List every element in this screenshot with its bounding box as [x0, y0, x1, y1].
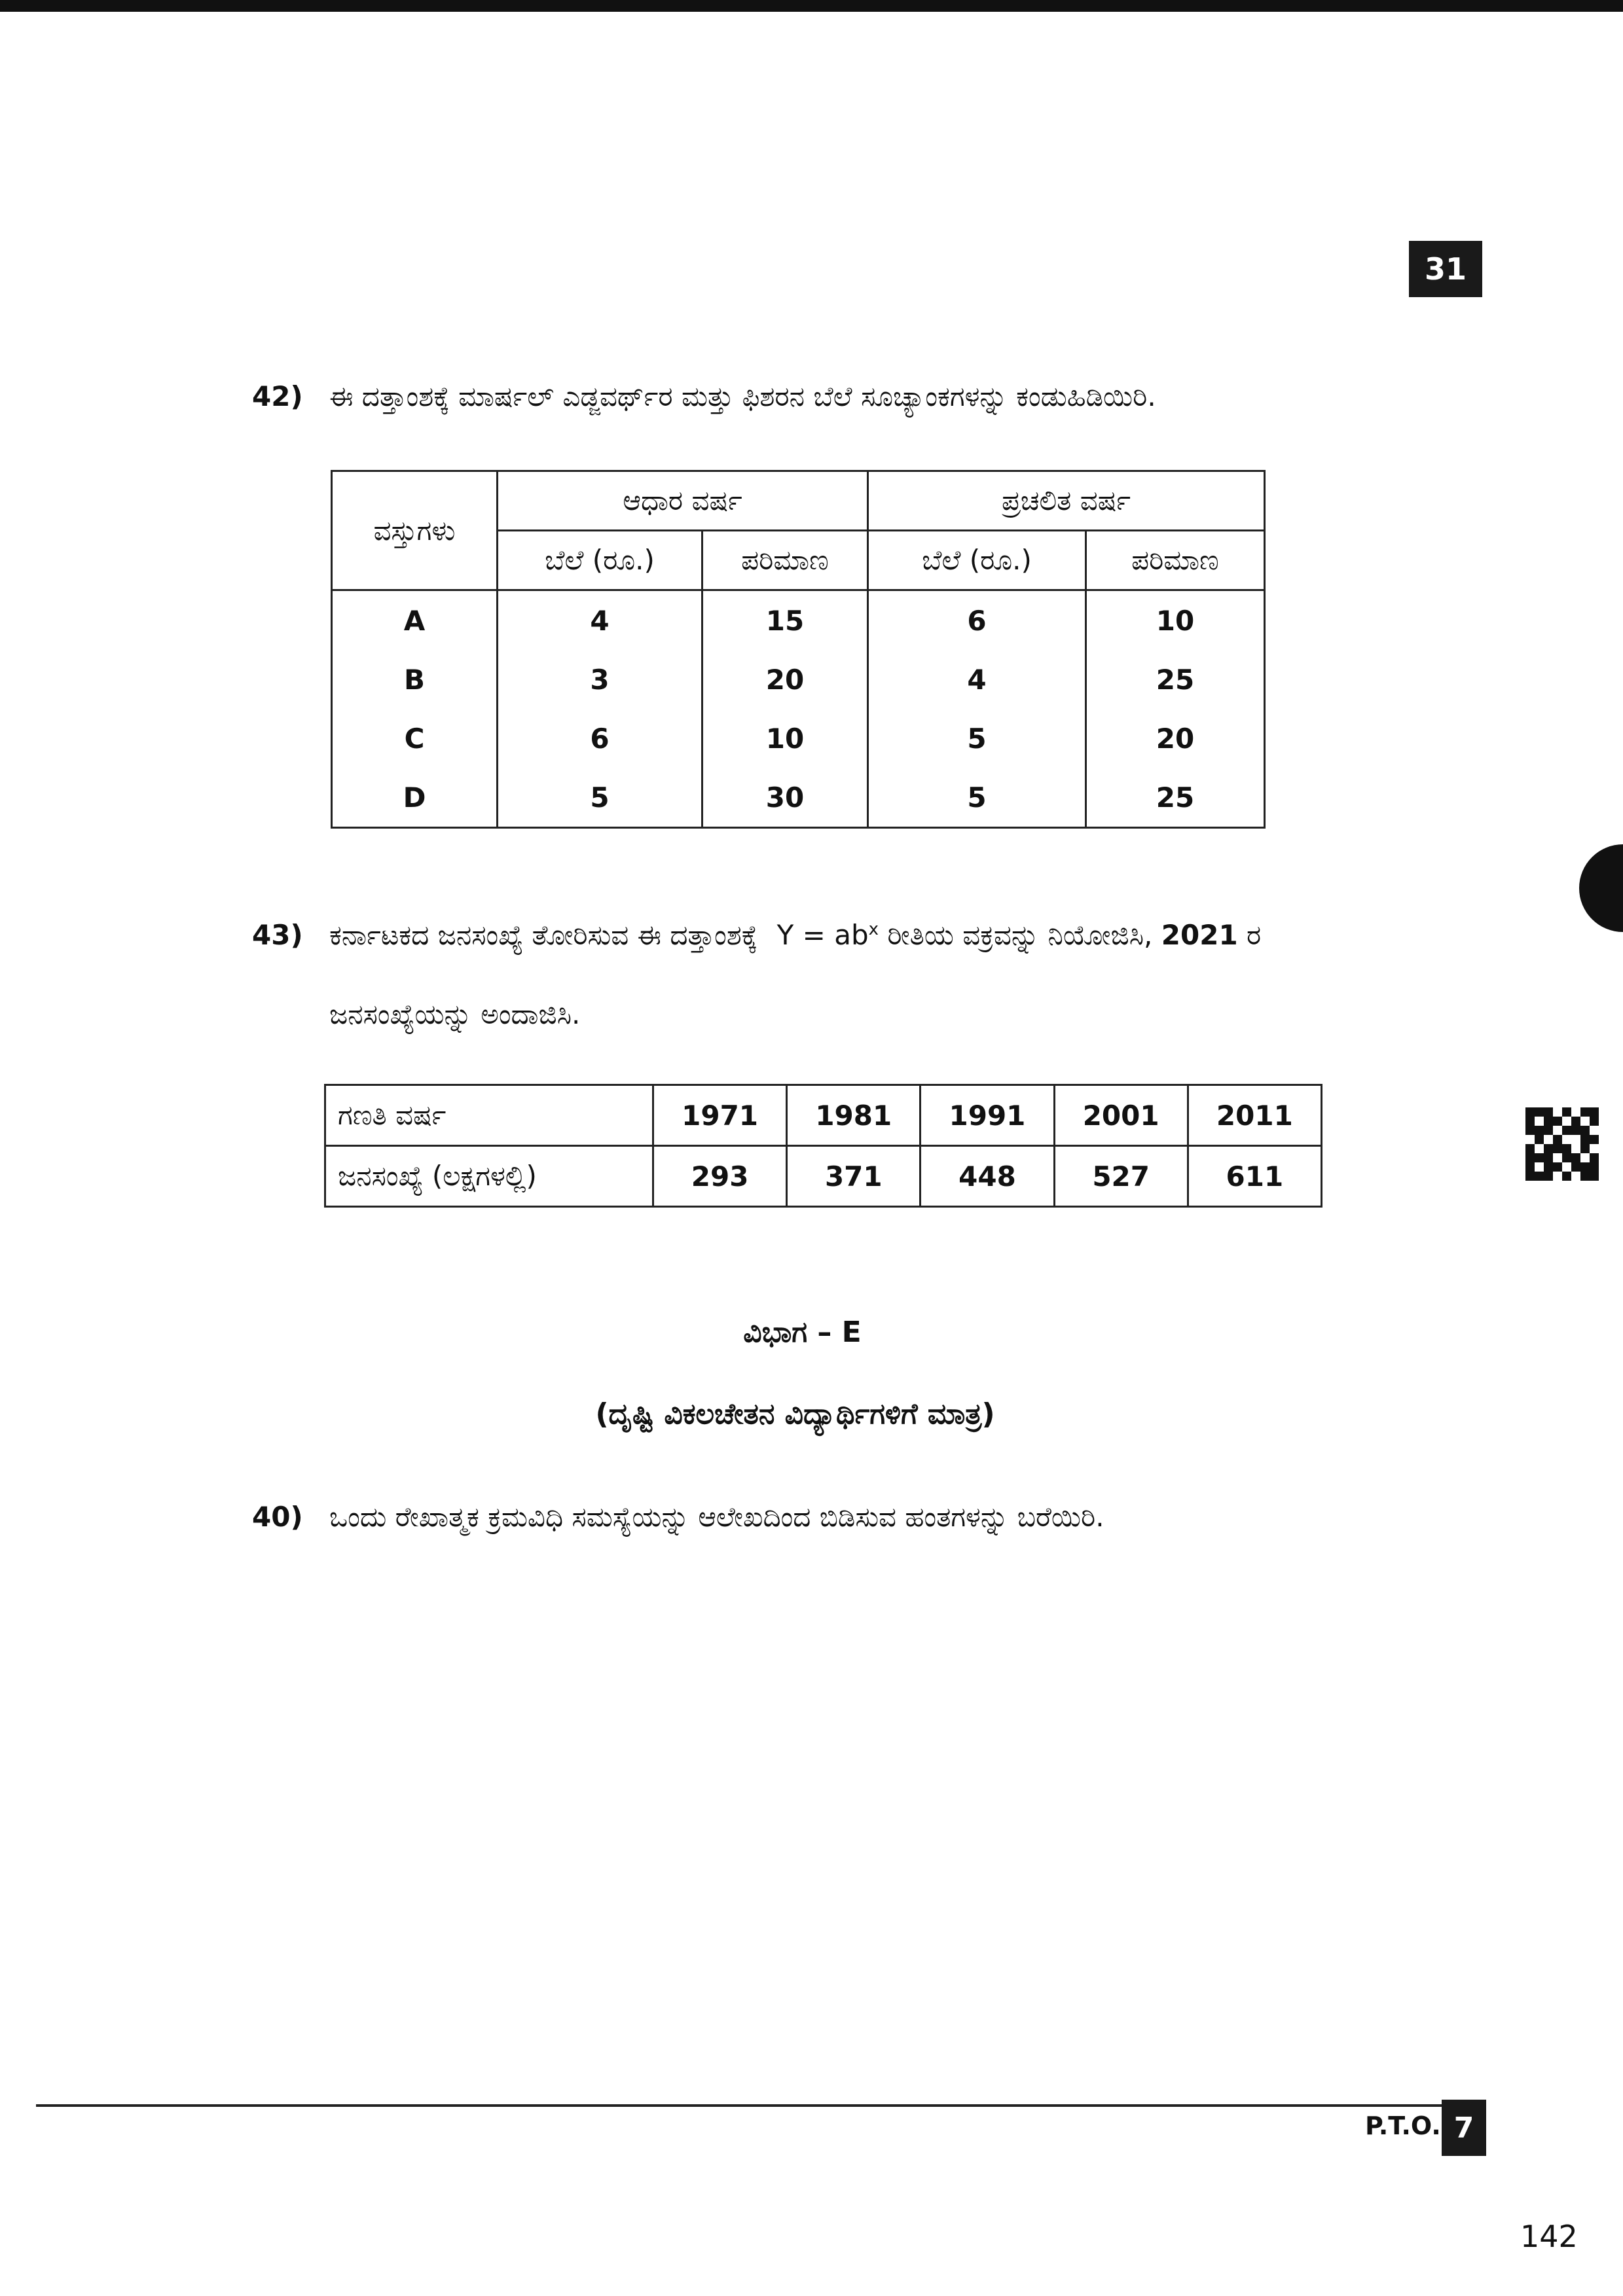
year-cell: 1971 — [653, 1085, 787, 1146]
pto-label: P.T.O. — [1365, 2111, 1441, 2140]
item-cell: A — [332, 590, 498, 651]
formula-exponent: x — [868, 920, 879, 939]
year-cell: 2011 — [1188, 1085, 1321, 1146]
base-quantity-cell: 10 — [702, 709, 868, 768]
item-cell: C — [332, 709, 498, 768]
question-42 — [252, 378, 1156, 415]
table-row — [332, 590, 1265, 651]
question-text-part: ಕರ್ನಾಟಕದ ಜನಸಂಖ್ಯೆ ತೋರಿಸುವ ಈ ದತ್ತಾಂಶಕ್ಕೆ — [329, 919, 758, 951]
page-number: 142 — [1520, 2219, 1578, 2254]
base-price-cell: 4 — [498, 590, 702, 651]
target-year: 2021 — [1161, 919, 1238, 951]
current-quantity-cell: 20 — [1086, 709, 1265, 768]
base-quantity-cell: 30 — [702, 768, 868, 828]
row-label-population: ಜನಸಂಖ್ಯೆ (ಲಕ್ಷಗಳಲ್ಲಿ) — [325, 1146, 653, 1207]
population-cell: 448 — [921, 1146, 1054, 1207]
question-43 — [252, 911, 1261, 954]
page-box: 7 — [1442, 2100, 1486, 2156]
question-43-line2: ಜನಸಂಖ್ಯೆಯನ್ನು ಅಂದಾಜಿಸಿ. — [329, 998, 581, 1030]
year-cell: 1991 — [921, 1085, 1054, 1146]
base-quantity-cell: 20 — [702, 650, 868, 709]
row-label-census-year: ಗಣತಿ ವರ್ಷ — [325, 1085, 653, 1146]
item-cell: B — [332, 650, 498, 709]
population-cell: 293 — [653, 1146, 787, 1207]
question-number: 40) — [252, 1501, 303, 1533]
price-quantity-table — [331, 470, 1266, 829]
formula-base: Y = ab — [776, 919, 869, 951]
question-text-part: ರ — [1247, 919, 1262, 951]
base-price-cell: 3 — [498, 650, 702, 709]
question-number: 43) — [252, 919, 303, 951]
footer-rule — [36, 2104, 1444, 2107]
current-quantity-cell: 10 — [1086, 590, 1265, 651]
question-number: 42) — [252, 380, 303, 412]
population-cell: 611 — [1188, 1146, 1321, 1207]
top-border — [0, 0, 1623, 12]
base-price-cell: 6 — [498, 709, 702, 768]
page-edge-tab-marker — [1579, 844, 1623, 932]
header-current-year: ಪ್ರಚಲಿತ ವರ್ಷ — [868, 471, 1265, 531]
formula — [777, 919, 879, 951]
header-current-price: ಬೆಲೆ (ರೂ.) — [868, 531, 1086, 590]
current-price-cell: 6 — [868, 590, 1086, 651]
table-row — [325, 1085, 1322, 1146]
population-table — [324, 1084, 1322, 1208]
header-base-price: ಬೆಲೆ (ರೂ.) — [498, 531, 702, 590]
table-row — [325, 1146, 1322, 1207]
question-text-part: ರೀತಿಯ ವಕ್ರವನ್ನು ನಿಯೋಜಿಸಿ, — [887, 919, 1153, 951]
table-row — [332, 650, 1265, 709]
table-row — [332, 709, 1265, 768]
current-price-cell: 5 — [868, 709, 1086, 768]
header-base-year: ಆಧಾರ ವರ್ಷ — [498, 471, 868, 531]
header-current-quantity: ಪರಿಮಾಣ — [1086, 531, 1265, 590]
base-price-cell: 5 — [498, 768, 702, 828]
section-title: ವಿಭಾಗ – E — [743, 1316, 862, 1349]
year-cell: 2001 — [1054, 1085, 1188, 1146]
section-subtitle: (ದೃಷ್ಟಿ ವಿಕಲಚೇತನ ವಿದ್ಯಾರ್ಥಿಗಳಿಗೆ ಮಾತ್ರ) — [595, 1397, 995, 1431]
header-base-quantity: ಪರಿಮಾಣ — [702, 531, 868, 590]
item-cell: D — [332, 768, 498, 828]
current-quantity-cell: 25 — [1086, 650, 1265, 709]
population-cell: 371 — [787, 1146, 921, 1207]
current-price-cell: 5 — [868, 768, 1086, 828]
current-quantity-cell: 25 — [1086, 768, 1265, 828]
table-row — [332, 768, 1265, 828]
population-cell: 527 — [1054, 1146, 1188, 1207]
base-quantity-cell: 15 — [702, 590, 868, 651]
question-text: ಒಂದು ರೇಖಾತ್ಮಕ ಕ್ರಮವಿಧಿ ಸಮಸ್ಯೆಯನ್ನು ಆಲೇಖದಿಂದ ಬಿಡಿಸುವ ಹಂತಗಳನ್ನು ಬರೆಯಿರಿ. — [329, 1501, 1104, 1533]
header-items: ವಸ್ತುಗಳು — [332, 471, 498, 590]
qr-code-icon — [1525, 1107, 1599, 1181]
year-cell: 1981 — [787, 1085, 921, 1146]
question-code-badge: 31 — [1409, 241, 1482, 297]
question-40 — [252, 1499, 1104, 1535]
current-price-cell: 4 — [868, 650, 1086, 709]
question-text: ಈ ದತ್ತಾಂಶಕ್ಕೆ ಮಾರ್ಷಲ್ ಎಡ್ಜವರ್ಥ್‌ರ ಮತ್ತು ಫಿಶರನ ಬೆಲೆ ಸೂಚ್ಯಾಂಕಗಳನ್ನು ಕಂಡುಹಿಡಿಯಿರಿ. — [329, 380, 1156, 412]
